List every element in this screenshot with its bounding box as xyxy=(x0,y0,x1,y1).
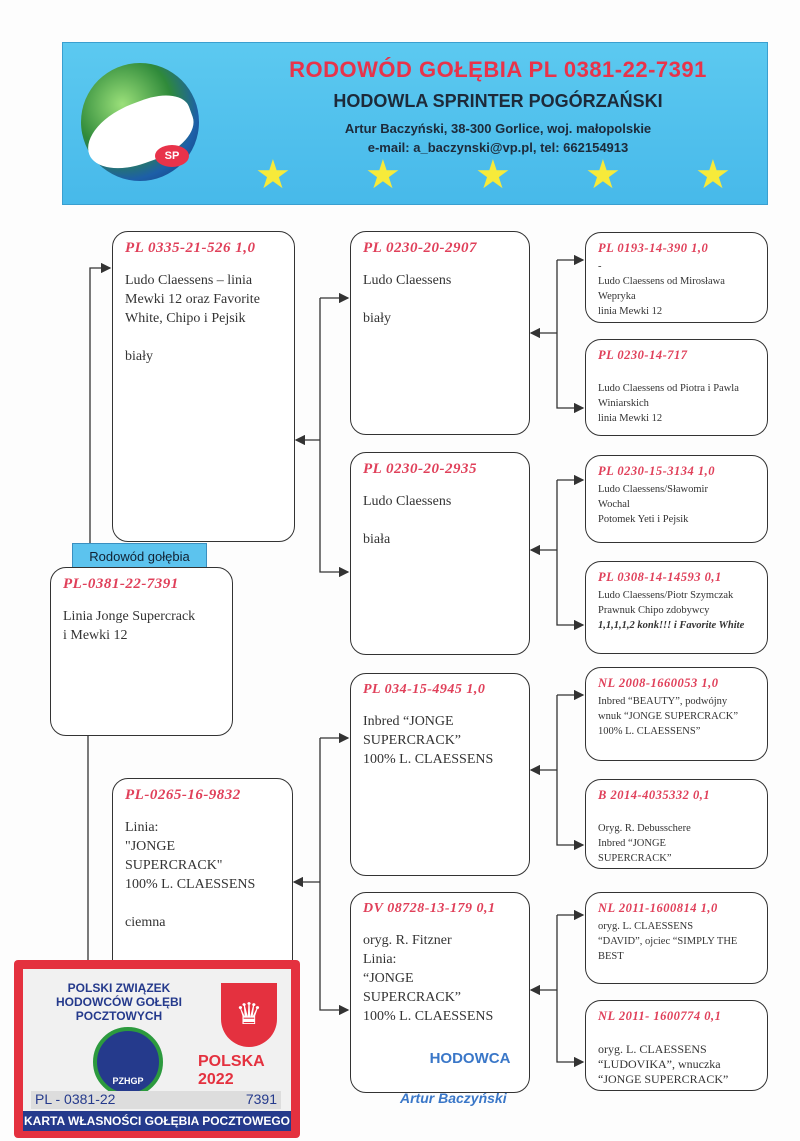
pigeon-ring: PL-0381-22-7391 xyxy=(63,576,179,592)
great-grandparent-box xyxy=(585,667,768,761)
breeder-title: HODOWCA xyxy=(429,1050,511,1067)
description: Ludo Claessens od Piotra i Pawla Winiarskich linia Mewki 12 xyxy=(598,383,739,424)
ring-number: DV 08728-13-179 0,1 xyxy=(363,901,496,916)
pzhgp-logo: PZHGP xyxy=(93,1027,163,1097)
description: oryg. R. Fitzner Linia: “JONGE SUPERCRACK” 100% L. CLAESSENS xyxy=(363,933,494,1024)
great-grandparent-box xyxy=(585,779,768,869)
ring-number: NL 2011- 1600774 0,1 xyxy=(598,1009,722,1023)
polish-eagle-emblem: ♛ xyxy=(221,983,277,1047)
great-grandparent-box xyxy=(585,455,768,543)
pedigree-title: RODOWÓD GOŁĘBIA PL 0381-22-7391 xyxy=(289,57,707,82)
star-icon: ★ xyxy=(365,152,401,197)
loft-name: HODOWLA SPRINTER POGÓRZAŃSKI xyxy=(333,91,663,111)
sire-description: Ludo Claessens – linia Mewki 12 oraz Favorite White, Chipo i Pejsik biały xyxy=(125,273,260,364)
description: Inbred “BEAUTY”, podwójny wnuk “JONGE SUPERCRACK” 100% L. CLAESSENS” xyxy=(598,696,739,737)
great-grandparent-box xyxy=(585,892,768,984)
ring-number: PL 0230-20-2907 xyxy=(363,240,478,256)
ring-number: PL 0230-14-717 xyxy=(598,348,688,362)
grandparent-box xyxy=(350,231,530,435)
ring-number: B 2014-4035332 0,1 xyxy=(598,788,711,802)
ring-number: PL 0308-14-14593 0,1 xyxy=(598,570,722,584)
great-grandparent-box xyxy=(585,339,768,436)
grandparent-box xyxy=(350,452,530,655)
pigeon-box xyxy=(50,567,233,736)
card-organization: POLSKI ZWIĄZEK HODOWCÓW GOŁĘBI POCZTOWYCH xyxy=(56,981,182,1023)
pigeon-description: Linia Jonge Supercrack i Mewki 12 xyxy=(63,609,196,643)
star-icon: ★ xyxy=(695,152,731,197)
ring-number: NL 2008-1660053 1,0 xyxy=(598,676,719,690)
great-grandparent-box xyxy=(585,1000,768,1091)
ownership-card xyxy=(14,960,300,1138)
ring-number: PL 034-15-4945 1,0 xyxy=(363,682,486,697)
description: oryg. L. CLAESSENS “DAVID”, ojciec “SIMPLY THE BEST xyxy=(598,921,738,962)
description: Ludo Claessens/Piotr Szymczak Prawnuk Chipo zdobywcy xyxy=(598,590,734,616)
dam-description: Linia: "JONGE SUPERCRACK" 100% L. CLAESSENS ciemna xyxy=(125,820,256,930)
great-grandparent-box xyxy=(585,561,768,654)
description: Inbred “JONGE SUPERCRACK” 100% L. CLAESSENS xyxy=(363,714,494,767)
contact: e-mail: a_baczynski@vp.pl, tel: 662154913 xyxy=(367,140,629,155)
address: Artur Baczyński, 38-300 Gorlice, woj. małopolskie xyxy=(344,121,652,136)
ring-number: PL 0193-14-390 1,0 xyxy=(598,241,709,255)
card-ring-right: 7391 xyxy=(245,1091,277,1107)
star-icon: ★ xyxy=(475,152,511,197)
description: Ludo Claessens biała xyxy=(363,494,452,547)
sire-box xyxy=(112,231,295,542)
sp-logo-badge: SP xyxy=(155,145,189,167)
breeder-name: Artur Baczyński xyxy=(400,1090,507,1106)
card-ring-left: PL - 0381-22 xyxy=(35,1091,116,1107)
description: oryg. L. CLAESSENS “LUDOVIKA”, wnuczka “JONGE SUPERCRACK” xyxy=(598,1042,729,1086)
star-icon: ★ xyxy=(255,152,291,197)
great-grandparent-box xyxy=(585,232,768,323)
ring-number: NL 2011-1600814 1,0 xyxy=(598,901,718,915)
description: Ludo Claessens biały xyxy=(363,273,452,326)
achievement-note: 1,1,1,1,2 konk!!! i Favorite White xyxy=(598,620,745,631)
ring-number: PL 0230-20-2935 xyxy=(363,461,478,477)
card-footer: KARTA WŁASNOŚCI GOŁĘBIA POCZTOWEGO xyxy=(23,1111,291,1131)
card-ring-number xyxy=(31,1091,281,1109)
pedigree-label: Rodowód gołębia xyxy=(72,543,207,570)
card-year: POLSKA 2022 xyxy=(198,1053,265,1088)
description: - Ludo Claessens od Mirosława Wepryka linia Mewki 12 xyxy=(598,261,725,317)
description: Ludo Claessens/Sławomir Wochal Potomek Yeti i Pejsik xyxy=(598,484,708,525)
description: Oryg. R. Debusschere Inbred “JONGE SUPERCRACK” xyxy=(598,823,691,864)
ring-number: PL 0230-15-3134 1,0 xyxy=(598,464,716,478)
grandparent-box xyxy=(350,673,530,876)
dam-ring: PL-0265-16-9832 xyxy=(125,787,241,803)
star-icon: ★ xyxy=(585,152,621,197)
sire-ring: PL 0335-21-526 1,0 xyxy=(125,240,256,256)
